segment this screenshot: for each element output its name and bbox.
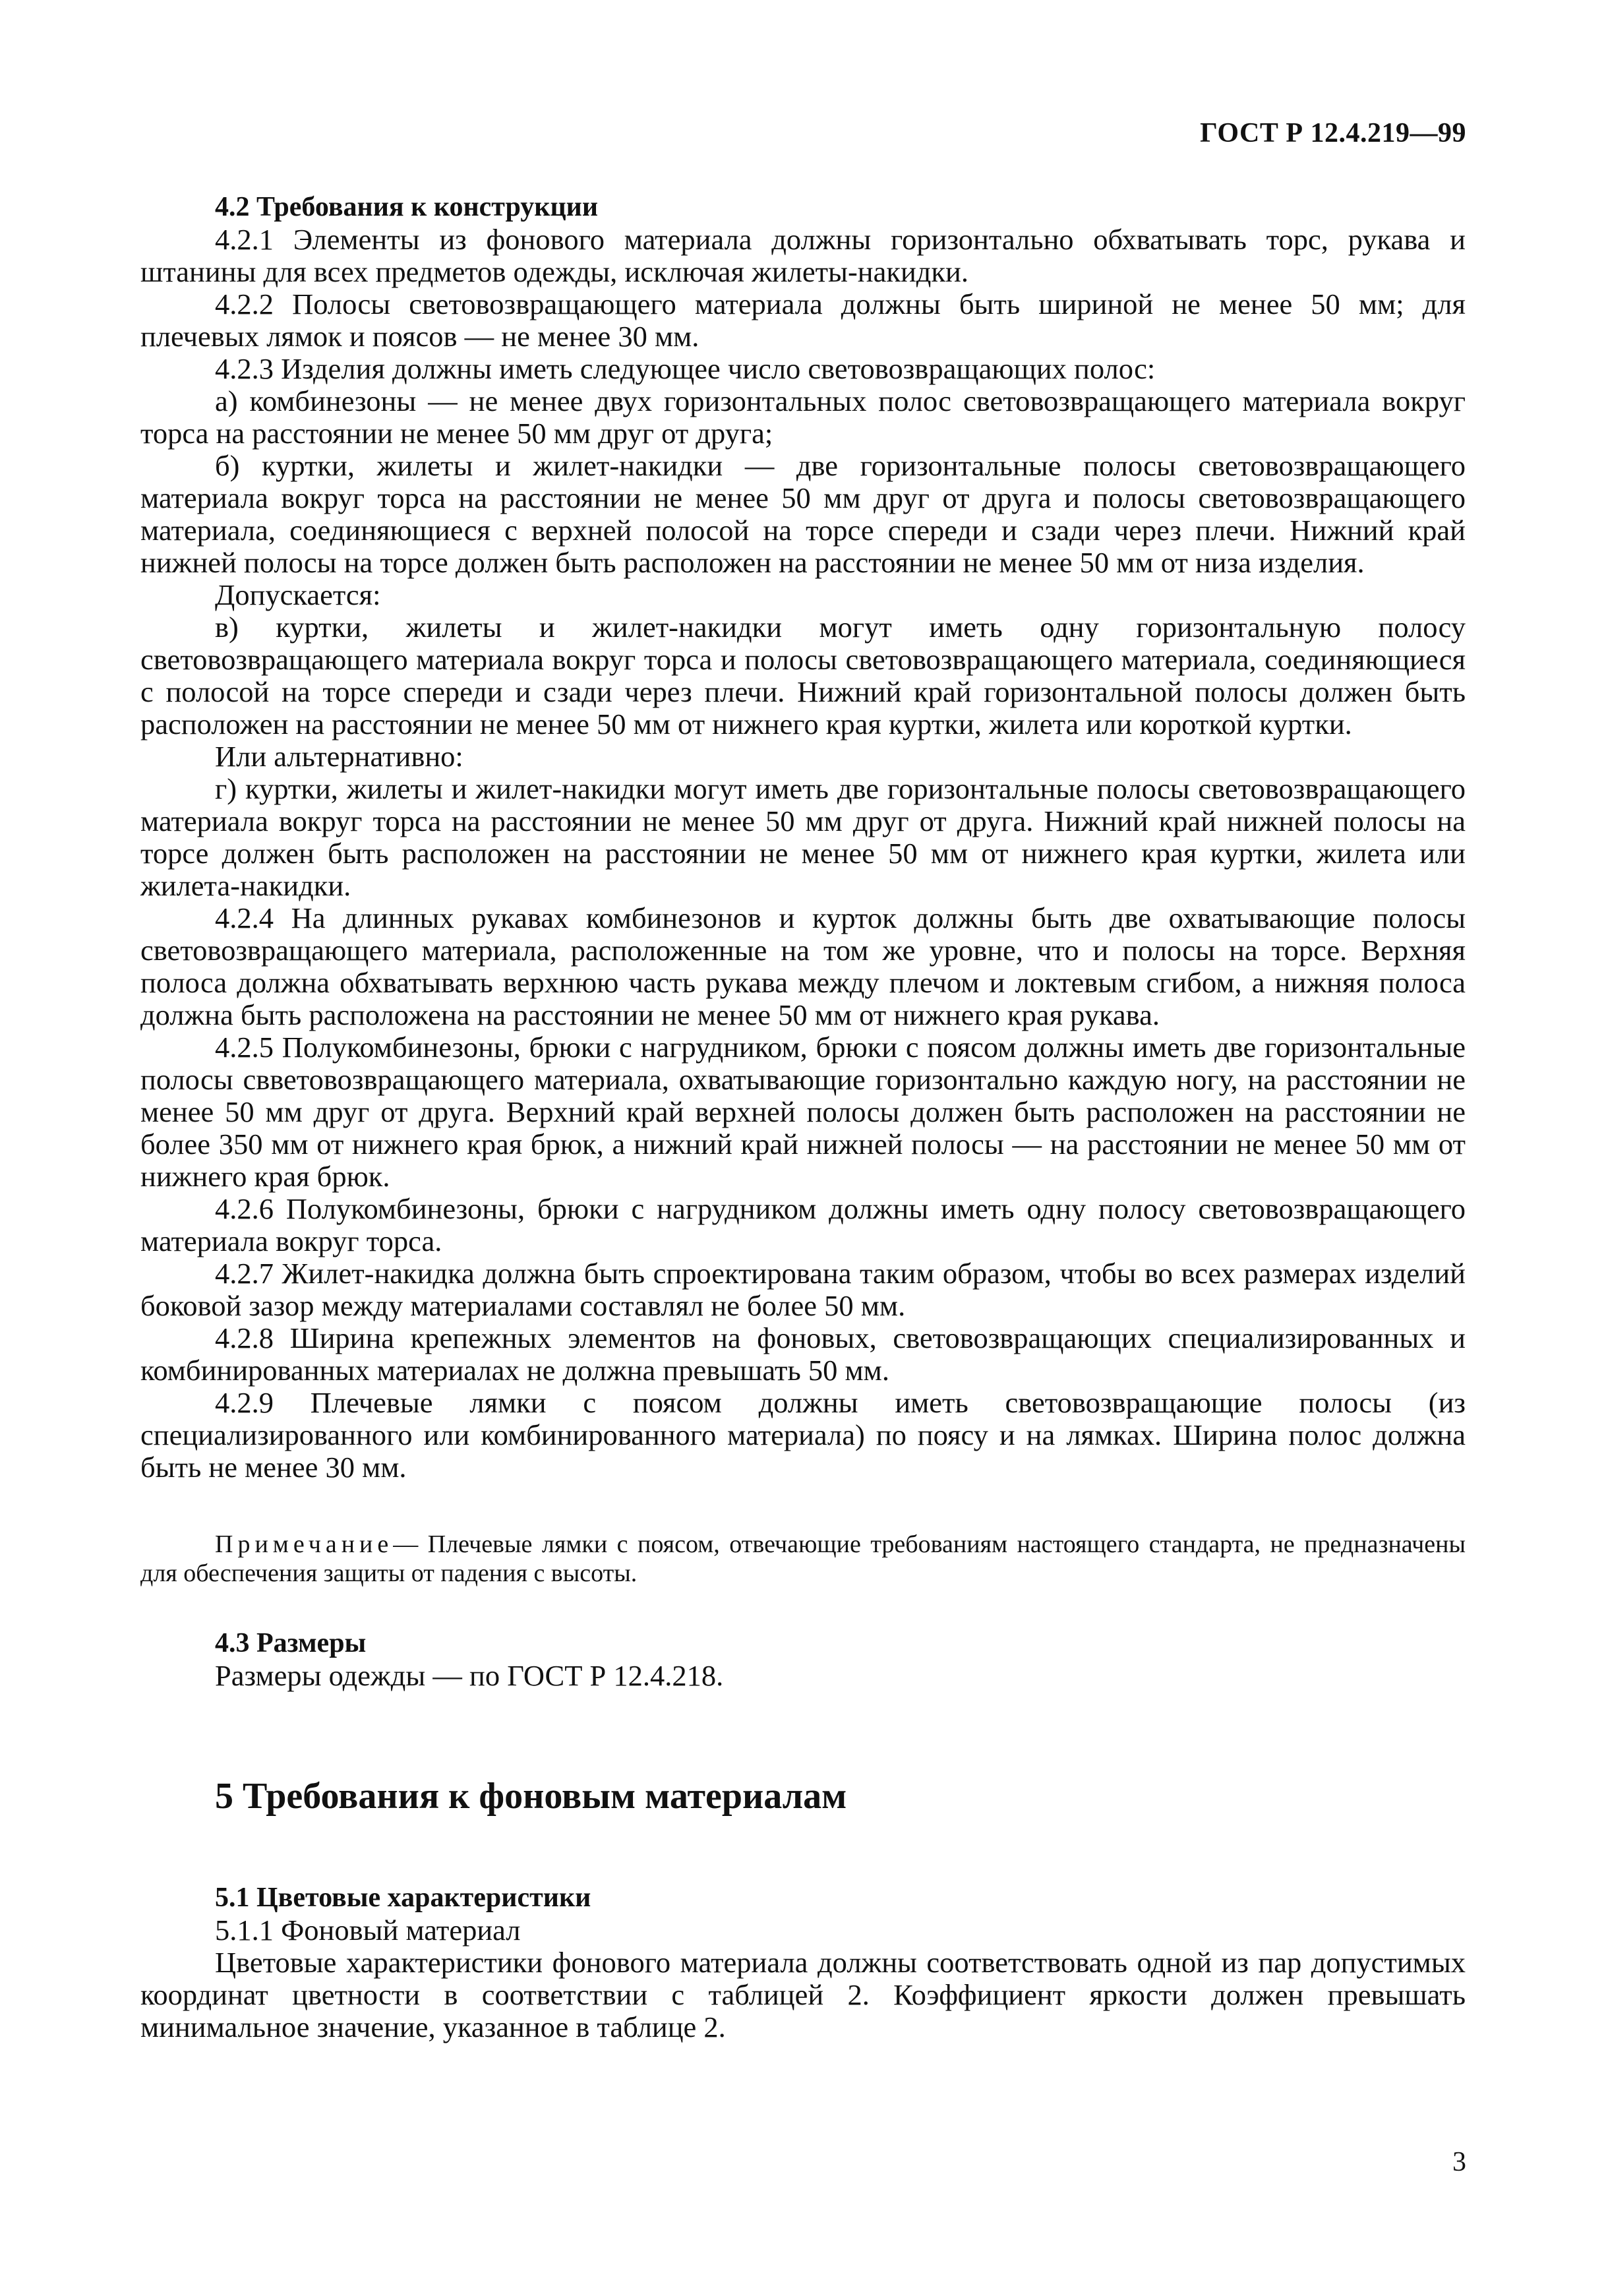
paragraph-allowed: Допускается: [215,578,381,611]
section-4-2-heading: 4.2 Требования к конструкции [215,192,599,222]
paragraph-5-1-1: Цветовые характеристики фонового материала должны соответствовать одной из пар допустимых координат цветности в соответствии с таблицей 2. Коэффициент яркости должен превышать минимальное значение, указанное в таблице 2. [140,1946,1466,2043]
paragraph-4-2-4: 4.2.4 На длинных рукавах комбинезонов и курток должны быть две охватывающие полосы световозвращающего материала, расположенные на том же уровне, что и полосы на торсе. Верхняя полоса должна обхватывать верхнюю часть рукава между плечом и локтевым сгибом, а нижняя полоса должна быть расположена на расстоянии не менее 50 мм от нижнего края рукава. [140,901,1466,1031]
note [140,1530,1466,1588]
section-5-1-heading: 5.1 Цветовые характеристики [215,1883,591,1913]
paragraph-alternative: Или альтернативно: [215,740,463,773]
subsection-5-1-1-title: 5.1.1 Фоновый материал [215,1914,521,1947]
section-4-3-heading: 4.3 Размеры [215,1628,367,1658]
paragraph-4-2-1: 4.2.1 Элементы из фонового материала должны горизонтально обхватывать торс, рукава и штанины для всех предметов одежды, исключая жилеты-накидки. [140,223,1466,288]
note-text: — Плечевые лямки с поясом, отвечающие требованиям настоящего стандарта, не предназначены для обеспечения защиты от падения с высоты. [140,1530,1466,1587]
paragraph-4-2-9: 4.2.9 Плечевые лямки с поясом должны иметь световозвращающие полосы (из специализированного или комбинированного материала) по поясу и на лямках. Ширина полос должна быть не менее 30 мм. [140,1386,1466,1484]
paragraph-4-2-8: 4.2.8 Ширина крепежных элементов на фоновых, световозвращающих специализированных и комбинированных материалах не должна превышать 50 мм. [140,1321,1466,1387]
paragraph-4-2-2: 4.2.2 Полосы световозвращающего материала должны быть шириной не менее 50 мм; для плечевых лямок и поясов — не менее 30 мм. [140,287,1466,353]
page-number: 3 [1452,2147,1466,2177]
paragraph-4-2-3-v: в) куртки, жилеты и жилет-накидки могут иметь одну горизонтальную полосу световозвращающего материала вокруг торса и полосы световозвращающего материала, соединяющиеся с полосой на торсе спереди и сзади через плечи. Нижний край горизонтальной полосы должен быть расположен на расстоянии не менее 50 мм от нижнего края куртки, жилета или короткой куртки. [140,611,1466,740]
page-body [140,191,1466,2043]
document-header: ГОСТ Р 12.4.219—99 [1200,118,1466,148]
paragraph-4-2-6: 4.2.6 Полукомбинезоны, брюки с нагрудником должны иметь одну полосу световозвращающего материала вокруг торса. [140,1192,1466,1257]
paragraph-4-2-5: 4.2.5 Полукомбинезоны, брюки с нагрудником, брюки с поясом должны иметь две горизонтальные полосы свветовозвращающего материала, охватывающие горизонтально каждую ногу, на расстоянии не менее 50 мм друг от друга. Верхний край верхней полосы должен быть расположен на расстоянии не более 350 мм от нижнего края брюк, а нижний край нижней полосы — на расстоянии не менее 50 мм от нижнего края брюк. [140,1031,1466,1193]
paragraph-4-3: Размеры одежды — по ГОСТ Р 12.4.218. [215,1659,724,1692]
paragraph-4-2-3-b: б) куртки, жилеты и жилет-накидки — две горизонтальные полосы световозвращающего материала вокруг торса на расстоянии не менее 50 мм друг от друга и полосы световозвращающего материала, соединяющиеся с верхней полосой на торсе спереди и сзади через плечи. Нижний край нижней полосы на торсе должен быть расположен на расстоянии не менее 50 мм от низа изделия. [140,449,1466,579]
paragraph-4-2-3-g: г) куртки, жилеты и жилет-накидки могут иметь две горизонтальные полосы световозвращающего материала вокруг торса на расстоянии не менее 50 мм друг от друга. Нижний край нижней полосы на торсе должен быть расположен на расстоянии не менее 50 мм от нижнего края куртки, жилета или жилета-накидки. [140,772,1466,902]
note-label: Примечание [215,1530,394,1558]
paragraph-4-2-3: 4.2.3 Изделия должны иметь следующее число световозвращающих полос: [215,352,1156,385]
paragraph-4-2-7: 4.2.7 Жилет-накидка должна быть спроектирована таким образом, чтобы во всех размерах изделий боковой зазор между материалами составлял не более 50 мм. [140,1257,1466,1322]
paragraph-4-2-3-a: а) комбинезоны — не менее двух горизонтальных полос световозвращающего материала вокруг торса на расстоянии не менее 50 мм друг от друга; [140,384,1466,450]
section-5-heading: 5 Требования к фоновым материалам [215,1776,847,1817]
